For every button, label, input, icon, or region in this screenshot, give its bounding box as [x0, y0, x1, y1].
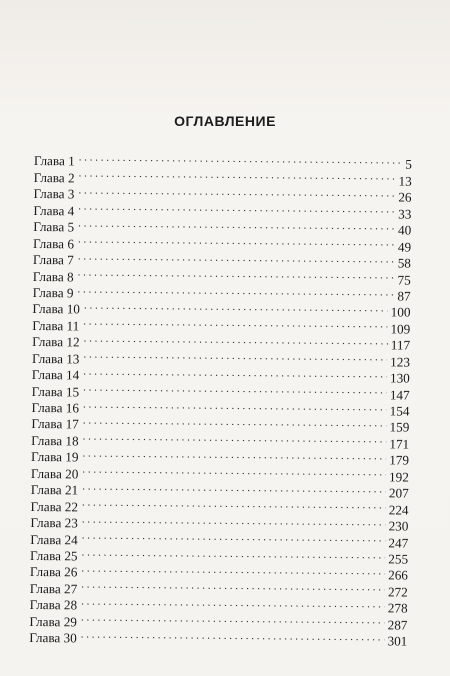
toc-entry-page-number: 255: [388, 551, 409, 567]
toc-entry-page-number: 117: [390, 337, 411, 353]
toc-entry-label: Глава 30: [29, 630, 77, 646]
toc-entry-page-number: 247: [388, 534, 409, 551]
toc-entry-label: Глава 4: [33, 202, 75, 219]
toc-entry-page-number: 33: [398, 206, 412, 222]
toc-entry-label: Глава 10: [32, 301, 81, 317]
toc-entry-label: Глава 21: [30, 482, 79, 498]
toc-entry-label: Глава 7: [32, 252, 74, 268]
toc-entry-label: Глава 27: [29, 580, 78, 597]
toc-entry-label: Глава 3: [33, 186, 75, 202]
toc-entry: [29, 626, 408, 649]
toc-entry-label: Глава 20: [30, 465, 79, 482]
page-title: ОГЛАВЛЕНИЕ: [174, 113, 276, 129]
toc-entry-page-number: 40: [397, 222, 412, 238]
toc-entry-label: Глава 28: [29, 597, 78, 613]
toc-entry-label: Глава 17: [31, 416, 79, 432]
table-of-contents: [29, 149, 412, 649]
toc-entry-page-number: 272: [387, 584, 408, 600]
toc-entry-label: Глава 8: [32, 268, 74, 284]
toc-entry-page-number: 13: [398, 173, 412, 189]
toc-entry-page-number: 207: [388, 485, 409, 501]
toc-entry-label: Глава 18: [31, 432, 79, 449]
toc-entry-label: Глава 11: [32, 317, 80, 334]
toc-entry-page-number: 147: [389, 386, 410, 403]
toc-entry-page-number: 266: [388, 567, 408, 583]
toc-entry-page-number: 75: [397, 271, 411, 288]
toc-entry-page-number: 179: [389, 452, 410, 468]
toc-entry-page-number: 100: [390, 304, 411, 320]
toc-entry-label: Глава 29: [29, 613, 78, 630]
toc-entry-label: Глава 14: [31, 367, 80, 383]
toc-entry-label: Глава 6: [33, 235, 75, 252]
toc-entry-label: Глава 19: [30, 449, 79, 465]
toc-entry-page-number: 58: [397, 255, 411, 271]
toc-entry-page-number: 87: [397, 288, 411, 304]
toc-entry-page-number: 287: [387, 617, 408, 633]
toc-entry-page-number: 192: [389, 469, 409, 485]
toc-entry-page-number: 159: [389, 419, 410, 436]
toc-entry-page-number: 224: [388, 502, 409, 518]
toc-entry-label: Глава 2: [33, 169, 75, 186]
toc-entry-page-number: 301: [387, 633, 408, 649]
toc-entry-label: Глава 23: [30, 515, 78, 531]
toc-entry-page-number: 278: [387, 600, 408, 616]
toc-entry-label: Глава 15: [31, 383, 80, 400]
toc-entry-label: Глава 1: [33, 153, 75, 169]
toc-entry-label: Глава 26: [29, 564, 78, 580]
toc-entry-page-number: 154: [389, 403, 410, 419]
toc-entry-label: Глава 25: [30, 547, 78, 564]
toc-entry-label: Глава 22: [30, 498, 79, 515]
toc-entry-page-number: 171: [389, 436, 410, 452]
toc-entry-page-number: 26: [398, 189, 412, 205]
toc-entry-label: Глава 9: [32, 284, 74, 301]
toc-entry-label: Глава 12: [32, 334, 80, 350]
toc-entry-page-number: 130: [389, 370, 410, 386]
toc-entry-page-number: 123: [390, 354, 411, 370]
toc-entry-page-number: 109: [390, 321, 411, 337]
toc-entry-page-number: 230: [388, 518, 409, 534]
toc-entry-label: Глава 16: [31, 399, 80, 416]
toc-entry-page-number: 49: [397, 239, 412, 255]
dot-leader: [81, 626, 385, 645]
toc-entry-label: Глава 13: [31, 350, 80, 367]
toc-entry-label: Глава 24: [30, 531, 78, 547]
toc-entry-label: Глава 5: [33, 219, 75, 235]
toc-entry-page-number: 5: [405, 157, 412, 173]
